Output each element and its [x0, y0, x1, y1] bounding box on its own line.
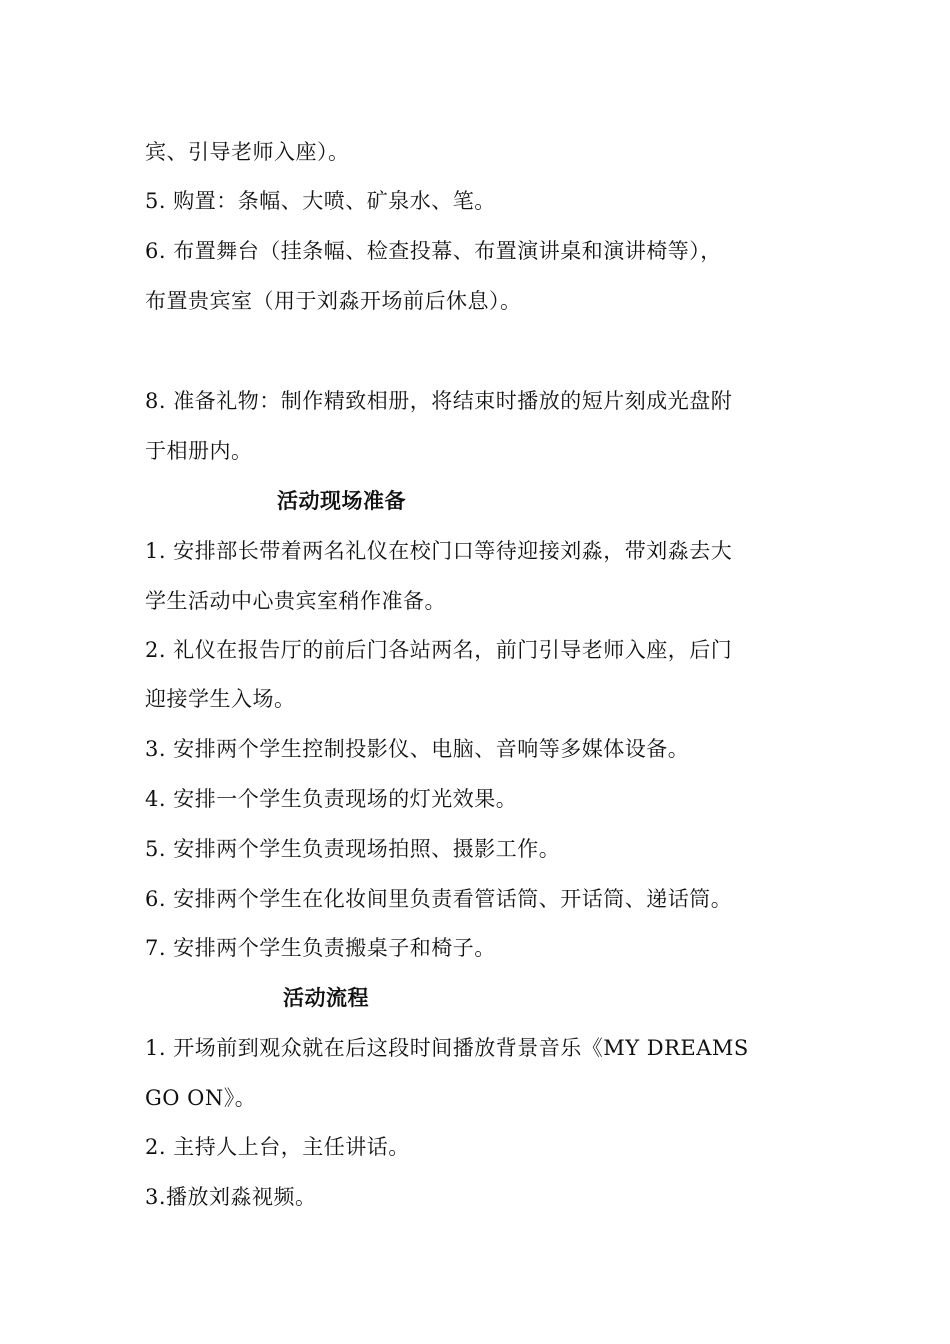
text-line: 于相册内。 [145, 439, 253, 463]
text-line: 1. 开场前到观众就在后这段时间播放背景音乐《MY DREAMS [145, 1036, 749, 1060]
text-line: 3.播放刘淼视频。 [145, 1185, 317, 1209]
section-heading: 活动流程 [283, 986, 369, 1010]
text-line: 2. 礼仪在报告厅的前后门各站两名，前门引导老师入座，后门 [145, 638, 733, 662]
text-line: 宾、引导老师入座）。 [145, 140, 350, 164]
text-line: 6. 布置舞台（挂条幅、检查投幕、布置演讲桌和演讲椅等）， [145, 239, 722, 263]
text-line: 4. 安排一个学生负责现场的灯光效果。 [145, 787, 518, 811]
text-line: 布置贵宾室（用于刘淼开场前后休息）。 [145, 289, 522, 313]
text-line: 6. 安排两个学生在化妆间里负责看管话筒、开话筒、递话筒。 [145, 887, 733, 911]
text-line: 迎接学生入场。 [145, 687, 296, 711]
text-line: 2. 主持人上台，主任讲话。 [145, 1135, 410, 1159]
text-line: GO ON》。 [145, 1086, 257, 1110]
text-line: 学生活动中心贵宾室稍作准备。 [145, 589, 446, 613]
text-line: 1. 安排部长带着两名礼仪在校门口等待迎接刘淼，带刘淼去大 [145, 539, 733, 563]
section-heading: 活动现场准备 [277, 489, 406, 513]
text-line: 3. 安排两个学生控制投影仪、电脑、音响等多媒体设备。 [145, 737, 690, 761]
text-line: 8. 准备礼物：制作精致相册，将结束时播放的短片刻成光盘附 [145, 389, 733, 413]
text-line: 5. 安排两个学生负责现场拍照、摄影工作。 [145, 837, 561, 861]
text-line: 7. 安排两个学生负责搬桌子和椅子。 [145, 936, 496, 960]
text-line: 5. 购置：条幅、大喷、矿泉水、笔。 [145, 189, 496, 213]
